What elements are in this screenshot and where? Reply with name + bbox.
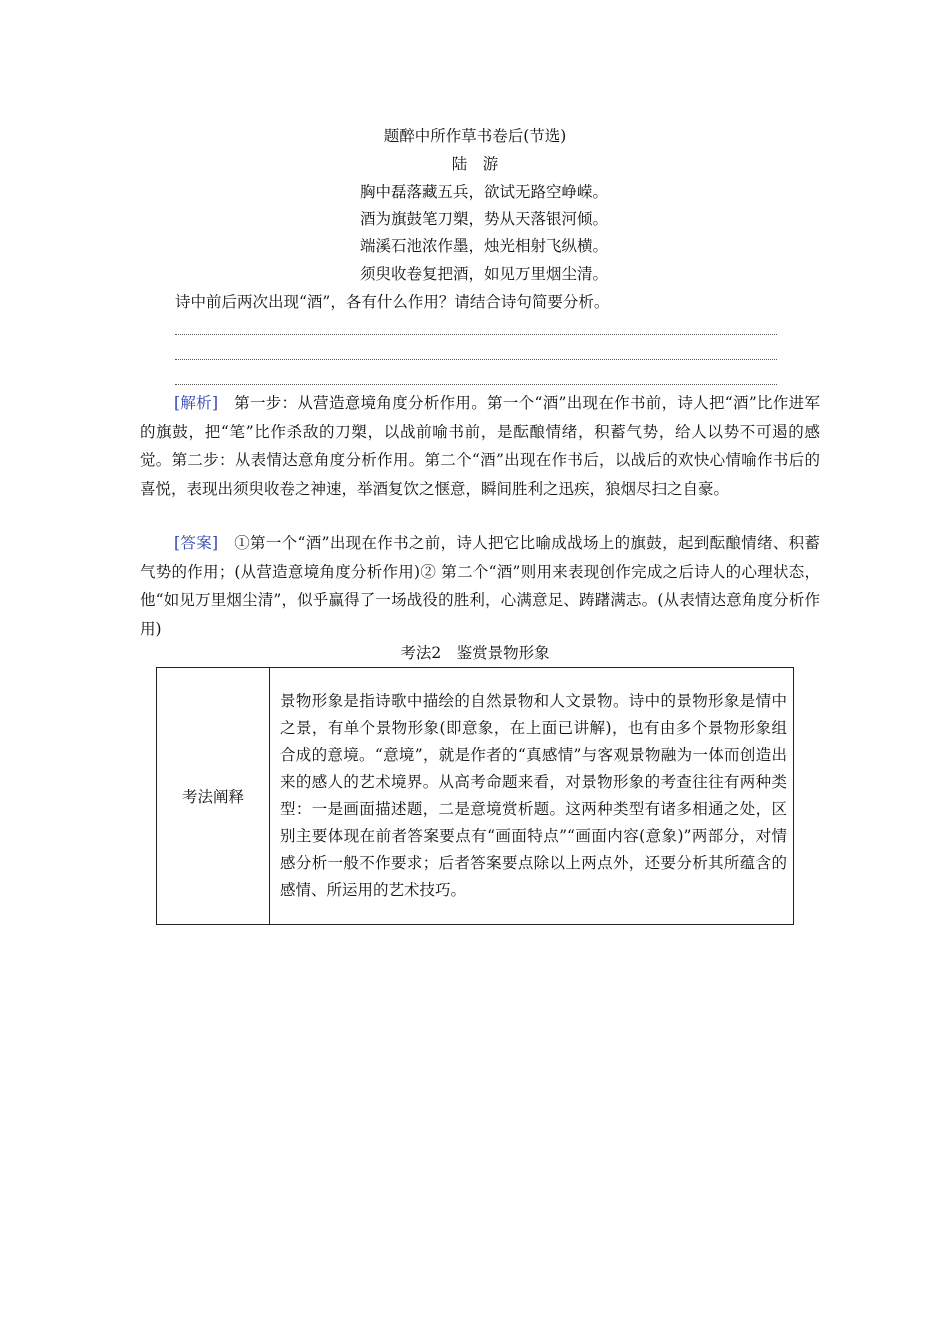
table-label-cell: 考法阐释 [157,668,270,925]
poem-line: 端溪石池浓作墨，烛光相射飞纵横。 [360,237,609,255]
answer-line [175,359,777,360]
poem-title: 题醉中所作草书卷后(节选) [383,127,567,145]
table-row [157,668,794,925]
answer-line [175,384,777,385]
analysis-tag: [解析] [174,394,219,412]
poem-line: 酒为旗鼓笔刀槊，势从天落银河倾。 [360,210,609,228]
table-content-cell: 景物形象是指诗歌中描绘的自然景物和人文景物。诗中的景物形象是情中之景，有单个景物形象(即意象，在上面已讲解)，也有由多个景物形象组合成的意境。“意境”，就是作者的“真感情”与客观景物融为一体而创造出来的感人的艺术境界。从高考命题来看，对景物形象的考查往往有两种类型：一是画面描述题，二是意境赏析题。这两种类型有诸多相通之处，区别主要体现在前者答案要点有“画面特点”“画面内容(意象)”两部分，对情感分析一般不作要求；后者答案要点除以上两点外，还要分析其所蕴含的感情、所运用的艺术技巧。 [270,668,794,925]
answer-tag: [答案] [174,534,219,552]
poem-author: 陆 游 [451,155,499,173]
analysis-text: 第一步：从营造意境角度分析作用。第一个“酒”出现在作书前，诗人把“酒”比作进军的旗鼓，把“笔”比作杀敌的刀槊，以战前喻书前，是酝酿情绪，积蓄气势，给人以势不可遏的感觉。第二步：从表情达意角度分析作用。第二个“酒”出现在作书后，以战后的欢快心情喻作书后的喜悦，表现出须臾收卷之神速，举酒复饮之惬意，瞬间胜利之迅疾，狼烟尽扫之自豪。 [140,394,820,498]
answer-text: ①第一个“酒”出现在作书之前，诗人把它比喻成战场上的旗鼓，起到酝酿情绪、积蓄气势的作用；(从营造意境角度分析作用)② 第二个“酒”则用来表现创作完成之后诗人的心理状态，他“如见万里烟尘清”，似乎赢得了一场战役的胜利，心满意足、踌躇满志。(从表情达意角度分析作用) [140,534,820,638]
answer-line [175,334,777,335]
poem-line: 须臾收卷复把酒，如见万里烟尘清。 [360,265,609,283]
analysis-paragraph [140,389,820,503]
poem-line: 胸中磊落藏五兵，欲试无路空峥嵘。 [360,183,609,201]
question-text: 诗中前后两次出现“酒”，各有什么作用？请结合诗句简要分析。 [175,293,610,311]
answer-paragraph [140,529,820,643]
explanation-table [156,667,794,925]
section-title: 考法2 鉴赏景物形象 [400,644,550,662]
